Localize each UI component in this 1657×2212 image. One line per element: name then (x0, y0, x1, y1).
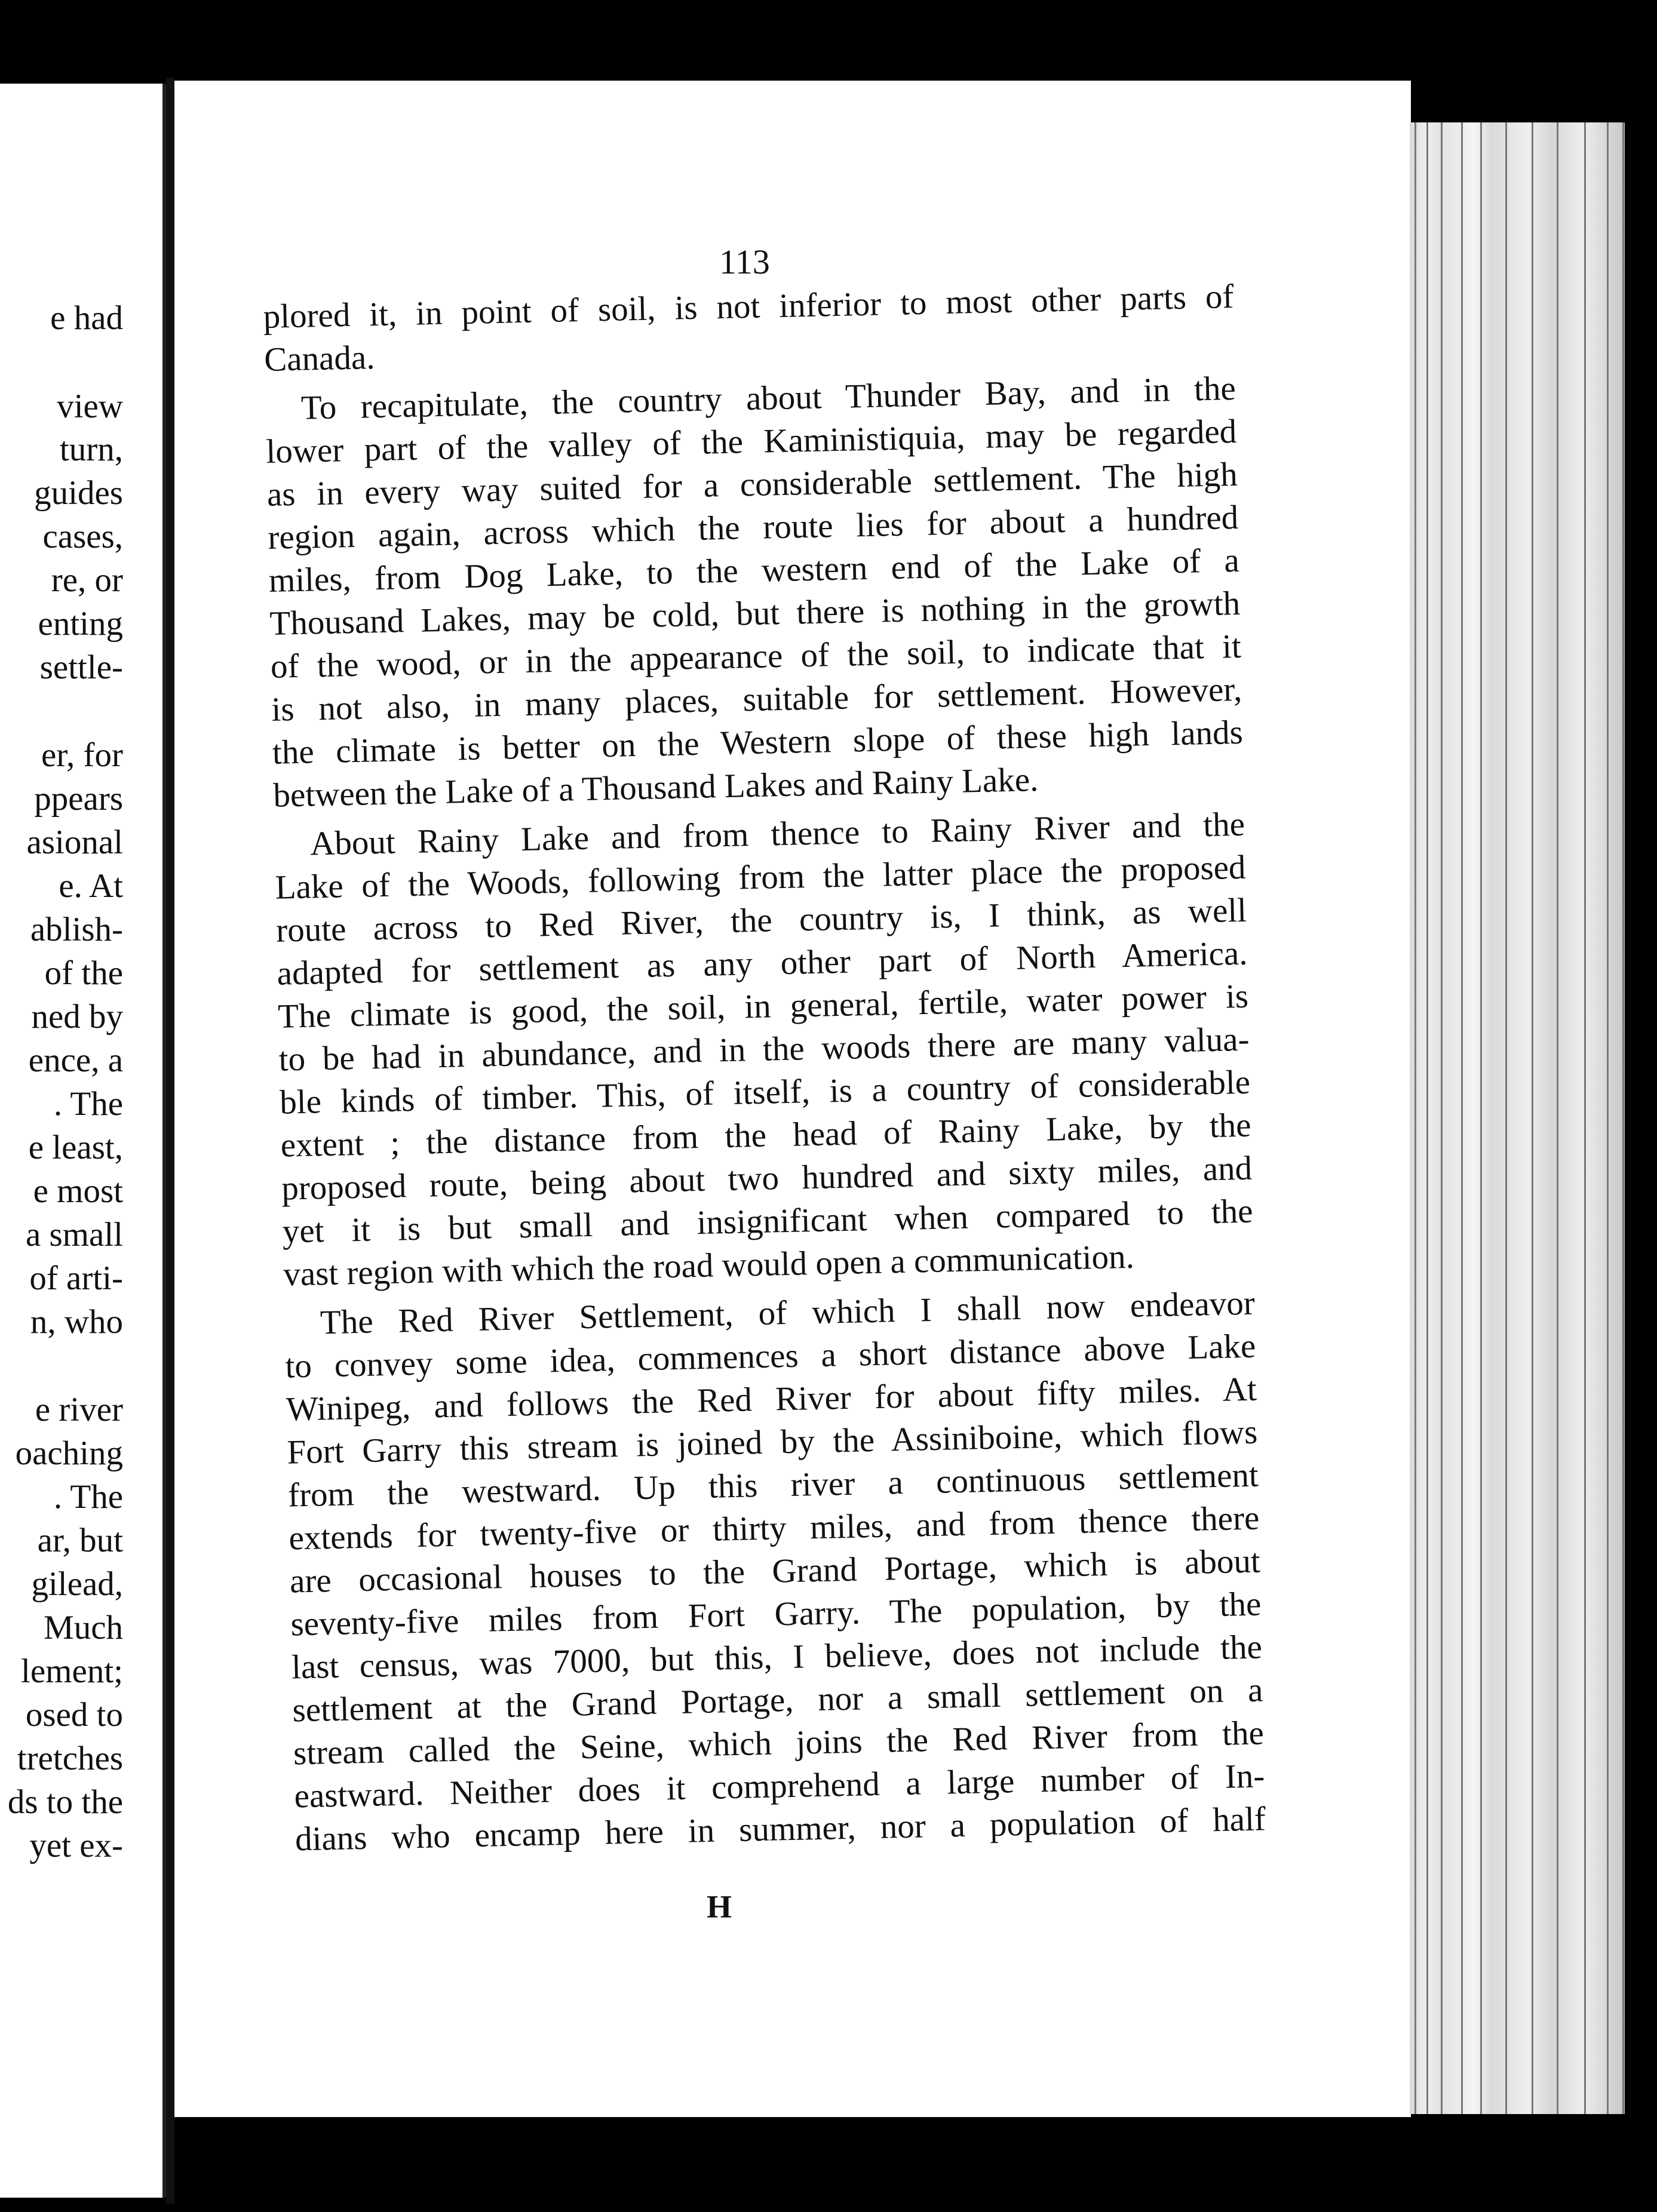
paragraph (284, 1282, 1266, 1861)
left-page-line: tretches (17, 1740, 123, 1777)
text-line: Fort Garry this stream is joined by the Assiniboine, which flows (286, 1413, 1258, 1471)
text-line: stream called the Seine, which joins the Red River from the (293, 1714, 1265, 1772)
text-line: seventy-five miles from Fort Garry. The population, by the (290, 1585, 1262, 1643)
text-line: Thousand Lakes, may be cold, but there is nothing in the growth (269, 584, 1241, 643)
body-text (263, 275, 1266, 1867)
text-line: last census, was 7000, but this, I believe, does not include the (291, 1628, 1263, 1686)
text-line: are occasional houses to the Grand Portage, which is about (289, 1542, 1261, 1600)
left-page-line: asional (26, 824, 123, 861)
left-page-line: . The (53, 1085, 123, 1123)
left-page-line: er, for (41, 736, 123, 774)
left-page-line: oaching (15, 1434, 123, 1472)
text-line: ble kinds of timber. This, of itself, is a country of considerable (279, 1063, 1251, 1122)
left-page-line: cases, (42, 518, 123, 555)
left-page-line: turn, (59, 431, 123, 468)
text-line: between the Lake of a Thousand Lakes and Rainy Lake. (272, 760, 1039, 815)
text-line: is not also, in many places, suitable for settlement. However, (271, 670, 1242, 729)
text-line: adapted for settlement as any other part of North America. (277, 934, 1248, 993)
left-page-line: a small (25, 1216, 123, 1254)
text-line: vast region with which the road would open a communication. (283, 1237, 1135, 1294)
text-line: to be had in abundance, and in the woods there are many valua- (278, 1020, 1250, 1079)
left-page-line: . The (53, 1478, 123, 1516)
text-line: The climate is good, the soil, in general, fertile, water power is (277, 977, 1249, 1036)
text-line: as in every way suited for a considerable settlement. The high (266, 455, 1238, 514)
text-line: region again, across which the route lies for about a hundred (267, 498, 1239, 557)
text-line: eastward. Neither does it comprehend a large number of In- (293, 1757, 1265, 1815)
text-line: Winipeg, and follows the Red River for about fifty miles. At (286, 1370, 1257, 1428)
left-page-line: e least, (28, 1129, 123, 1166)
paragraph (274, 803, 1254, 1297)
left-page-line: enting (38, 605, 123, 643)
left-page-line: view (57, 388, 123, 425)
left-page-line: e had (50, 299, 123, 337)
page-edges (1410, 122, 1625, 2114)
left-page-line: yet ex- (29, 1827, 123, 1864)
left-page-line: of the (44, 954, 123, 992)
left-page-line: lement; (21, 1652, 123, 1690)
text-line: from the westward. Up this river a continuous settlement (287, 1456, 1259, 1514)
text-line: Canada. (263, 339, 376, 379)
left-page-line: ablish- (30, 911, 123, 948)
left-page-line: ence, a (28, 1042, 123, 1079)
text-line: settlement at the Grand Portage, nor a small settlement on a (291, 1671, 1263, 1729)
text-line: yet it is but small and insignificant when compared to the (282, 1192, 1254, 1251)
left-page-line: Much (44, 1609, 123, 1646)
text-line: The Red River Settlement, of which I shall now endeavor (320, 1284, 1256, 1342)
left-page-line: re, or (51, 561, 123, 599)
left-page-line: n, who (30, 1303, 123, 1341)
text-line: About Rainy Lake and from thence to Rainy River and the (309, 805, 1245, 863)
text-line: proposed route, being about two hundred and sixty miles, and (281, 1149, 1253, 1208)
left-page-line: guides (34, 474, 123, 512)
text-line: to convey some idea, commences a short distance above Lake (284, 1327, 1256, 1385)
left-facing-page (0, 84, 166, 2198)
text-line: of the wood, or in the appearance of the soil, to indicate that it (270, 627, 1242, 686)
left-page-line: ned by (31, 998, 123, 1036)
text-line: extends for twenty-five or thirty miles, and from thence there (288, 1499, 1260, 1557)
text-line: plored it, in point of soil, is not inferior to most other parts of (263, 277, 1235, 336)
text-line: miles, from Dog Lake, to the western end of the Lake of a (268, 541, 1240, 600)
text-line: the climate is better on the Western slope of these high lands (272, 713, 1244, 772)
text-line: dians who encamp here in summer, nor a population of half (294, 1800, 1266, 1858)
text-line: extent ; the distance from the head of Rainy Lake, by the (280, 1106, 1252, 1165)
text-line: Lake of the Woods, following from the latter place the proposed (275, 848, 1247, 907)
left-page-line: e river (35, 1391, 123, 1428)
text-line: lower part of the valley of the Kaministiquia, may be regarded (265, 412, 1237, 471)
left-page-line: of arti- (29, 1259, 123, 1297)
left-page-line: e. At (59, 867, 123, 905)
book-gutter (166, 78, 174, 2204)
text-line: route across to Red River, the country is, I think, as well (275, 891, 1247, 950)
page-number: 113 (719, 242, 770, 281)
left-page-line: osed to (25, 1696, 123, 1734)
left-page-line: settle- (39, 649, 123, 686)
left-page-line: ar, but (37, 1522, 123, 1559)
signature-mark: H (707, 1889, 732, 1925)
left-page-line: gilead, (31, 1565, 123, 1603)
left-page-line: ppears (34, 780, 123, 818)
left-page-line: e most (33, 1172, 123, 1210)
paragraph (265, 367, 1244, 818)
text-line: To recapitulate, the country about Thunder Bay, and in the (300, 369, 1236, 427)
left-page-line: ds to the (7, 1783, 123, 1821)
